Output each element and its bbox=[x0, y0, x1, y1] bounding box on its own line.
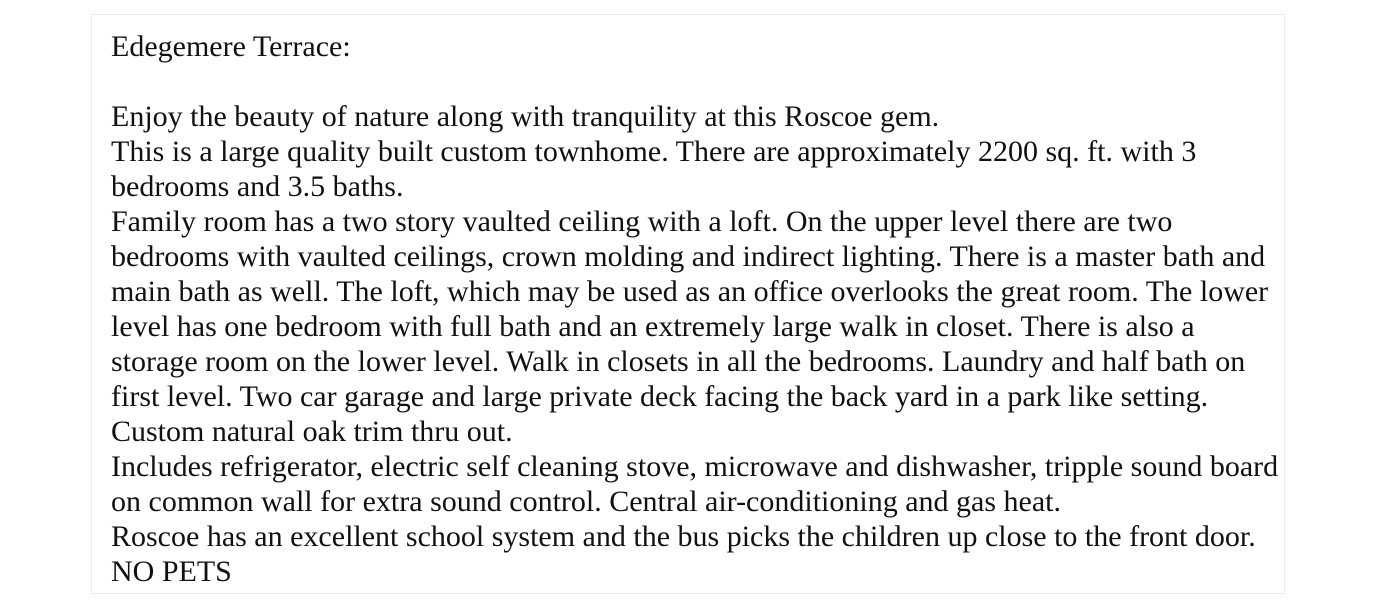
description-line: Roscoe has an excellent school system and the bus picks the children up close to the front door. bbox=[111, 520, 1256, 553]
description-line: main bath as well. The loft, which may be used as an office overlooks the great room. The lower bbox=[111, 275, 1269, 308]
description-line: storage room on the lower level. Walk in closets in all the bedrooms. Laundry and half bath on bbox=[111, 345, 1246, 378]
blank-line bbox=[111, 64, 1284, 99]
listing-title: Edegemere Terrace: bbox=[111, 30, 351, 63]
description-line: This is a large quality built custom townhome. There are approximately 2200 sq. ft. with 3 bbox=[111, 135, 1197, 168]
description-line: bedrooms with vaulted ceilings, crown molding and indirect lighting. There is a master bath and bbox=[111, 240, 1266, 273]
description-line: Family room has a two story vaulted ceiling with a loft. On the upper level there are two bbox=[111, 205, 1173, 238]
description-line: first level. Two car garage and large private deck facing the back yard in a park like setting. bbox=[111, 380, 1209, 413]
description-line: Includes refrigerator, electric self cleaning stove, microwave and dishwasher, tripple sound board bbox=[111, 450, 1279, 483]
description-line: Custom natural oak trim thru out. bbox=[111, 415, 513, 448]
description-line: Enjoy the beauty of nature along with tranquility at this Roscoe gem. bbox=[111, 100, 940, 133]
description-line: level has one bedroom with full bath and an extremely large walk in closet. There is also a bbox=[111, 310, 1195, 343]
description-line: on common wall for extra sound control. Central air-conditioning and gas heat. bbox=[111, 485, 1061, 518]
description-line: bedrooms and 3.5 baths. bbox=[111, 170, 404, 203]
no-pets-notice: NO PETS bbox=[111, 555, 232, 588]
listing-description-box bbox=[91, 14, 1285, 594]
